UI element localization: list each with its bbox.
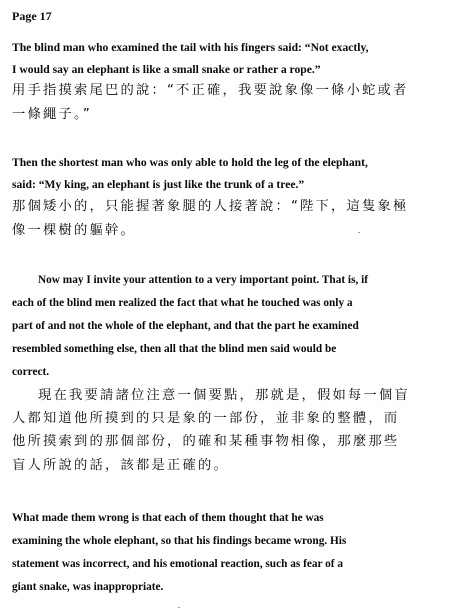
leg-english-line-2: said: “My king, an elephant is just like the trunk of a tree.”: [12, 178, 305, 191]
attention-chinese-line-4: 盲人所說的話，該都是正確的。: [12, 458, 229, 473]
wrong-english-line-2: examining the whole elephant, so that his findings became wrong. His: [12, 535, 347, 547]
attention-chinese-line-2: 人都知道他所摸到的只是象的一部份，並非象的整體，而: [12, 411, 400, 426]
tail-english-line-1: The blind man who examined the tail with his fingers said: “Not exactly,: [12, 41, 369, 54]
wrong-english-line-4: giant snake, was inappropriate.: [12, 581, 164, 593]
tail-chinese-line-2: 一條繩子。”: [12, 107, 92, 122]
leg-chinese-line-1: 那個矮小的，只能握著象腿的人接著說：“陛下，這隻象極: [12, 199, 409, 214]
attention-chinese-line-1: 現在我要請諸位注意一個要點，那就是，假如每一個盲: [38, 388, 410, 403]
page-number: Page 17: [12, 9, 52, 23]
attention-english-line-4: resembled something else, then all that the blind men said would be: [12, 343, 337, 355]
attention-chinese-line-3: 他所摸索到的那個部份，的確和某種事物相像，那麼那些: [12, 434, 400, 449]
attention-english-line-1: Now may I invite your attention to a very important point. That is, if: [38, 274, 369, 286]
scan-speck: [358, 232, 360, 233]
wrong-english-line-3: statement was incorrect, and his emotional reaction, such as fear of a: [12, 558, 344, 570]
attention-english-line-2: each of the blind men realized the fact that what he touched was only a: [12, 297, 353, 309]
wrong-english-line-1: What made them wrong is that each of them thought that he was: [12, 512, 324, 524]
attention-english-line-5: correct.: [12, 366, 50, 378]
leg-english-line-1: Then the shortest man who was only able to hold the leg of the elephant,: [12, 156, 368, 169]
scan-speck: [178, 607, 180, 608]
attention-english-line-3: part of and not the whole of the elephant, and that the part he examined: [12, 320, 359, 332]
leg-chinese-line-2: 像一棵樹的軀幹。: [12, 223, 136, 238]
tail-english-line-2: I would say an elephant is like a small snake or rather a rope.”: [12, 63, 321, 76]
tail-chinese-line-1: 用手指摸索尾巴的說：“不正確，我要說象像一條小蛇或者: [12, 83, 409, 98]
